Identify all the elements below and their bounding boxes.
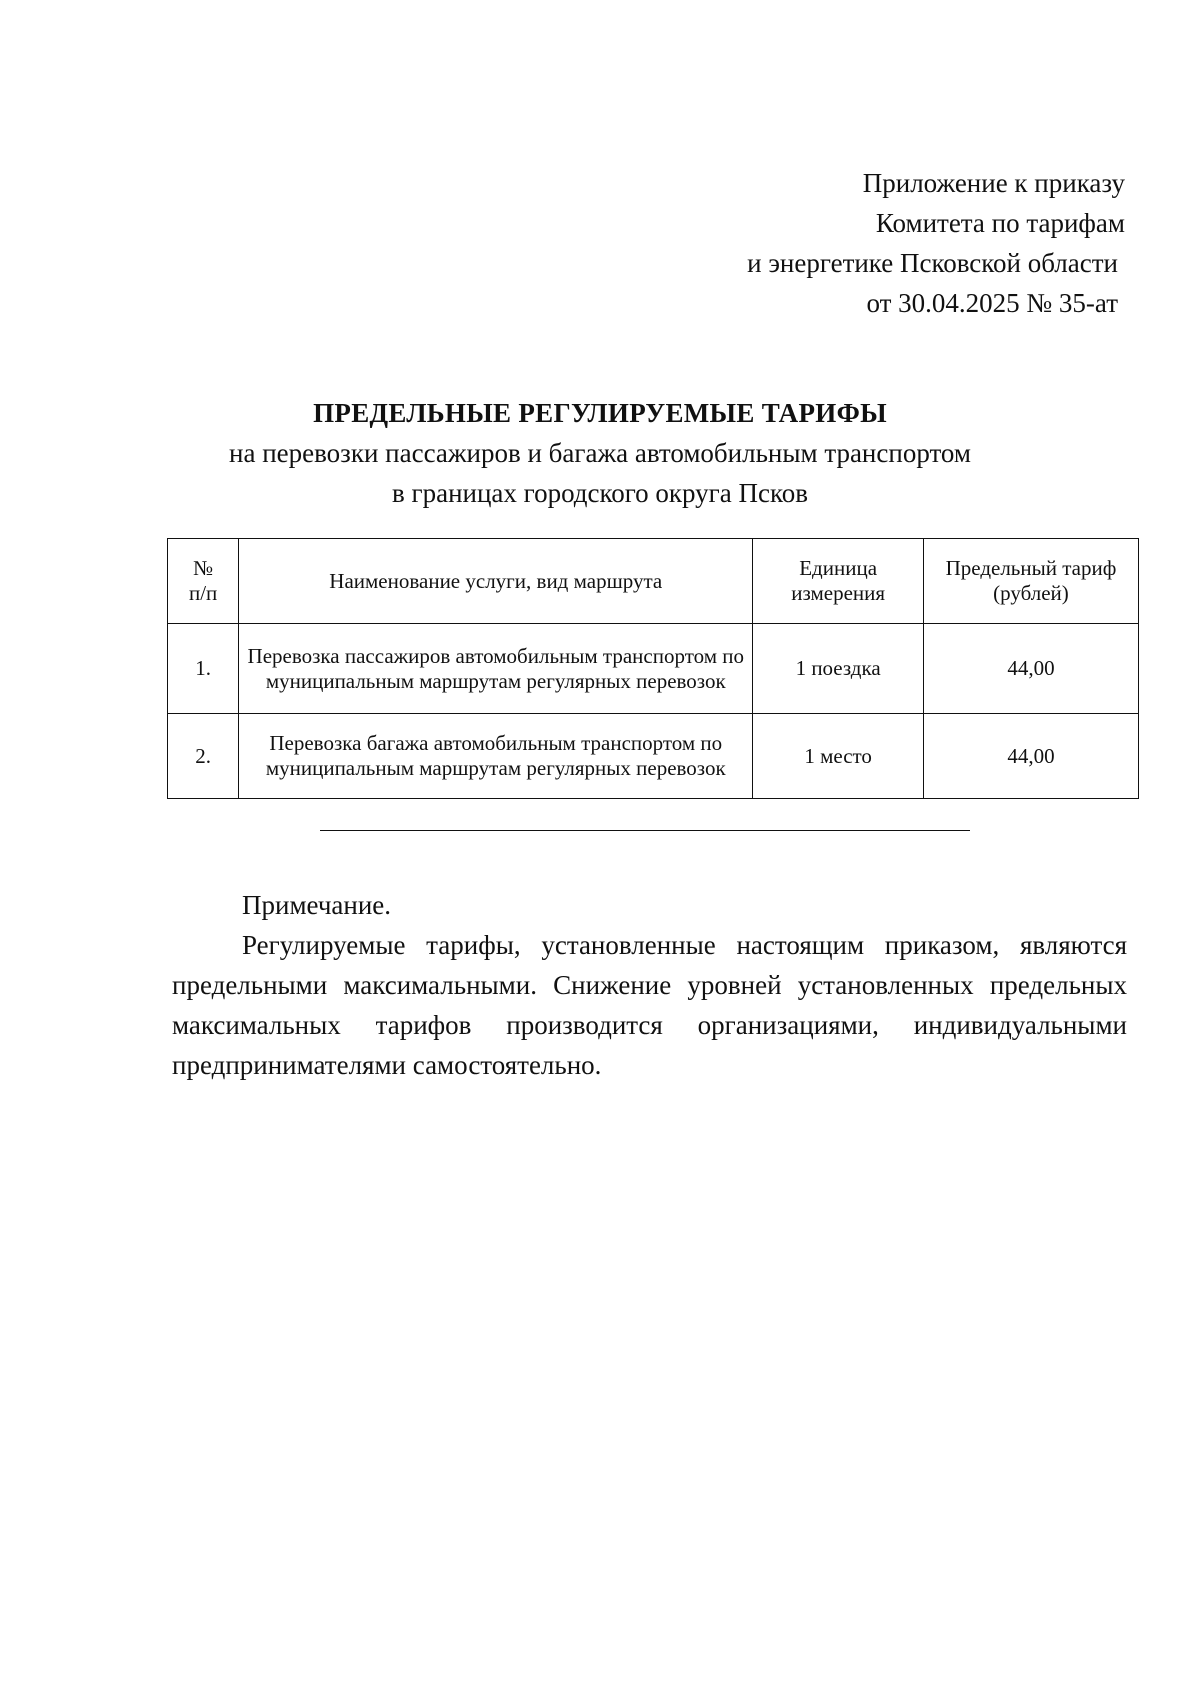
- row-tariff: 44,00: [923, 624, 1138, 714]
- document-subtitle-line-1: на перевозки пассажиров и багажа автомобильным транспортом: [229, 438, 971, 468]
- table-header-row: [168, 539, 1139, 624]
- header-number-sign: №: [193, 556, 214, 580]
- header-tariff: Предельный тариф (рублей): [923, 539, 1138, 624]
- document-title-block: [0, 393, 1200, 513]
- header-service-name: Наименование услуги, вид маршрута: [239, 539, 753, 624]
- row-service-name: Перевозка багажа автомобильным транспортом по муниципальным маршрутам регулярных перевозок: [239, 714, 753, 799]
- header-unit: Единица измерения: [753, 539, 924, 624]
- table-row: [168, 624, 1139, 714]
- separator-line: [320, 830, 970, 831]
- document-subtitle-line-2: в границах городского округа Псков: [392, 478, 808, 508]
- row-tariff: 44,00: [923, 714, 1138, 799]
- appendix-line-3: и энергетике Псковской области: [747, 248, 1118, 278]
- note-heading: Примечание.: [242, 890, 392, 920]
- row-unit: 1 место: [753, 714, 924, 799]
- header-number-label: п/п: [188, 581, 218, 605]
- row-number: 2.: [168, 714, 239, 799]
- appendix-line-4: от 30.04.2025 № 35-ат: [866, 288, 1118, 318]
- note-section: [172, 885, 1127, 1085]
- appendix-reference: [747, 163, 1125, 323]
- row-unit: 1 поездка: [753, 624, 924, 714]
- tariffs-table: [167, 538, 1139, 799]
- appendix-line-1: Приложение к приказу: [862, 168, 1125, 198]
- row-number: 1.: [168, 624, 239, 714]
- note-text: Регулируемые тарифы, установленные настоящим приказом, являются предельными максимальными. Снижение уровней установленных предельных максимальных тарифов производится организациями, индивидуальными предпринимателями самостоятельно.: [172, 930, 1127, 1080]
- table-row: [168, 714, 1139, 799]
- appendix-line-2: Комитета по тарифам: [875, 208, 1125, 238]
- header-number: [168, 539, 239, 624]
- document-title: ПРЕДЕЛЬНЫЕ РЕГУЛИРУЕМЫЕ ТАРИФЫ: [313, 398, 887, 428]
- row-service-name: Перевозка пассажиров автомобильным транспортом по муниципальным маршрутам регулярных перевозок: [239, 624, 753, 714]
